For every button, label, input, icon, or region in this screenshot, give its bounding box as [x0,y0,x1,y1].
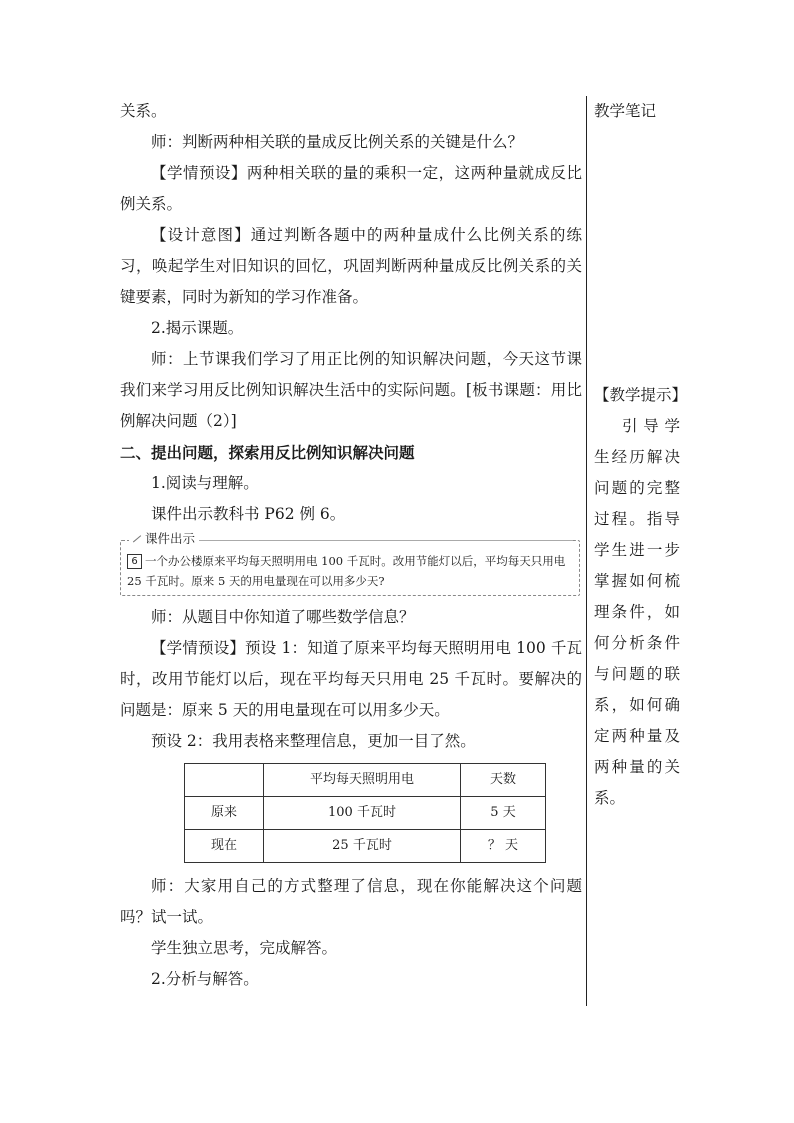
table-cell: 100 千瓦时 [264,797,461,830]
table-cell: 25 千瓦时 [264,830,461,863]
paragraph-analyze-solve: 2.分析与解答。 [151,970,259,988]
table-header-cell [185,764,264,797]
main-content [120,96,582,995]
paragraph-design-intent: 【设计意图】通过判断各题中的两种量成什么比例关系的练习，唤起学生对旧知识的回忆，巩固判断两种量成反比例关系的关键要素，同时为新知的学习作准备。 [120,226,582,306]
info-table [184,763,546,863]
courseware-rule [199,540,573,541]
paragraph-preset-two: 预设 2：我用表格来整理信息，更加一目了然。 [151,732,476,750]
column-divider [586,96,587,1006]
teaching-tip-body: 引导学生经历解决问题的完整过程。指导学生进一步掌握如何梳理条件，如何分析条件与问题的联系，如何确定两种量及两种量的关系。 [594,417,680,807]
table-cell: 5 天 [461,797,546,830]
teaching-notes-title: 教学笔记 [594,102,657,120]
paragraph-preset-one: 【学情预设】预设 1：知道了原来平均每天照明用电 100 千瓦时，改用节能灯以后，现在平均每天只用电 25 千瓦时。要解决的问题是：原来 5 天的用电量现在可以用多少天。 [120,639,582,719]
paragraph-show-example: 课件出示教科书 P62 例 6。 [151,505,346,523]
table-row [185,797,546,830]
paragraph-read-understand: 1.阅读与理解。 [151,474,259,492]
table-header-row [185,764,546,797]
example-number-badge: 6 [127,554,142,569]
table-cell: 现在 [185,830,264,863]
paragraph-relation-tail: 关系。 [120,102,167,120]
table-header-cell: 平均每天照明用电 [264,764,461,797]
table-header-cell: 天数 [461,764,546,797]
table-cell: ？ 天 [461,830,546,863]
section-heading-two: 二、提出问题，探索用反比例知识解决问题 [120,443,415,462]
paragraph-students-think: 学生独立思考，完成解答。 [151,939,338,957]
teaching-tip-heading: 【教学提示】 [594,386,688,404]
paragraph-reveal-topic: 2.揭示课题。 [151,319,244,337]
courseware-box [120,531,580,596]
example-problem-text: 一个办公楼原来平均每天照明用电 100 千瓦时。改用节能灯以后，平均每天只用电 25 千瓦时。原来 5 天的用电量现在可以用多少天? [127,554,566,588]
paragraph-preset-answer: 【学情预设】两种相关联的量的乘积一定，这两种量就成反比例关系。 [120,164,582,213]
courseware-label: 课件出示 [129,531,199,547]
table-cell: 原来 [185,797,264,830]
paragraph-teacher-intro: 师：上节课我们学习了用正比例的知识解决问题，今天这节课我们来学习用反比例知识解决生活中的实际问题。[板书课题：用比例解决问题（2）] [120,350,582,430]
paragraph-teacher-info-question: 师：从题目中你知道了哪些数学信息？ [151,608,415,626]
teaching-tip [594,380,688,814]
table-row [185,830,546,863]
paragraph-teacher-try: 师：大家用自己的方式整理了信息，现在你能解决这个问题吗？试一试。 [120,877,582,926]
paragraph-teacher-question: 师：判断两种相关联的量成反比例关系的关键是什么？ [151,133,524,151]
